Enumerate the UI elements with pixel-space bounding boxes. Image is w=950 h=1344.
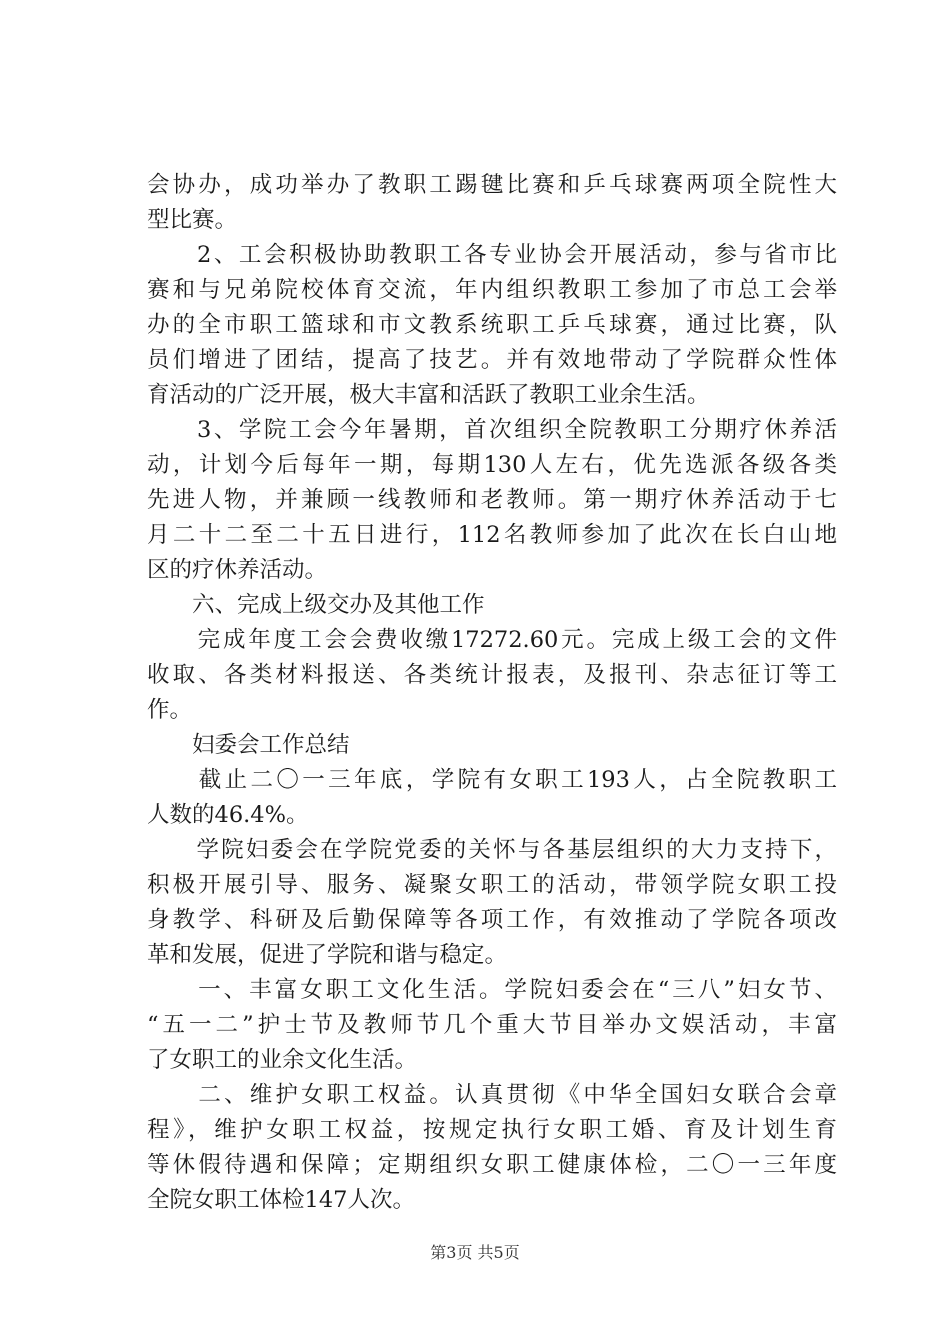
body-text-line: 等休假待遇和保障；定期组织女职工健康体检，二〇一三年度 [147, 1152, 837, 1178]
body-text-line: “五一二”护士节及教师节几个重大节目举办文娱活动，丰富 [147, 1012, 837, 1038]
body-text-line: 收取、各类材料报送、各类统计报表，及报刊、杂志征订等工 [147, 662, 837, 688]
body-text-line: 会协办，成功举办了教职工踢毽比赛和乒乓球赛两项全院性大 [147, 172, 837, 198]
body-text-line: 截止二〇一三年底，学院有女职工193人，占全院教职工 [147, 767, 837, 793]
body-text-line: 赛和与兄弟院校体育交流，年内组织教职工参加了市总工会举 [147, 277, 837, 303]
body-text-line: 程》，维护女职工权益，按规定执行女职工婚、育及计划生育 [147, 1117, 837, 1143]
body-text-line: 月二十二至二十五日进行，112名教师参加了此次在长白山地 [147, 522, 837, 548]
body-text-line: 身教学、科研及后勤保障等各项工作，有效推动了学院各项改 [147, 907, 837, 933]
body-text-line: 二、维护女职工权益。认真贯彻《中华全国妇女联合会章 [147, 1082, 837, 1108]
body-text-line: 学院妇委会在学院党委的关怀与各基层组织的大力支持下， [147, 837, 837, 863]
page-number-footer: 第3页 共5页 [430, 1243, 520, 1262]
section-heading: 妇委会工作总结 [147, 732, 350, 758]
body-text-line: 人数的46.4%。 [147, 802, 309, 828]
section-heading: 六、完成上级交办及其他工作 [147, 592, 485, 618]
body-text-line: 动，计划今后每年一期，每期130人左右，优先选派各级各类 [147, 452, 837, 478]
body-text-line: 2、工会积极协助教职工各专业协会开展活动，参与省市比 [147, 242, 837, 268]
body-text-line: 全院女职工体检147人次。 [147, 1187, 415, 1213]
body-text-line: 办的全市职工篮球和市文教系统职工乒乓球赛，通过比赛，队 [147, 312, 837, 338]
body-text-line: 了女职工的业余文化生活。 [147, 1047, 418, 1073]
body-text-line: 3、学院工会今年暑期，首次组织全院教职工分期疗休养活 [147, 417, 837, 443]
body-text-line: 先进人物，并兼顾一线教师和老教师。第一期疗休养活动于七 [147, 487, 837, 513]
body-text-line: 区的疗休养活动。 [147, 557, 328, 583]
body-text-line: 员们增进了团结，提高了技艺。并有效地带动了学院群众性体 [147, 347, 837, 373]
body-text-line: 一、丰富女职工文化生活。学院妇委会在“三八”妇女节、 [147, 977, 837, 1003]
body-text-line: 完成年度工会会费收缴17272.60元。完成上级工会的文件 [147, 627, 837, 653]
body-text-line: 型比赛。 [147, 207, 238, 233]
body-text-line: 育活动的广泛开展，极大丰富和活跃了教职工业余生活。 [147, 382, 710, 408]
body-text-line: 革和发展，促进了学院和谐与稳定。 [147, 942, 508, 968]
body-text-line: 作。 [147, 697, 193, 723]
body-text-line: 积极开展引导、服务、凝聚女职工的活动，带领学院女职工投 [147, 872, 837, 898]
